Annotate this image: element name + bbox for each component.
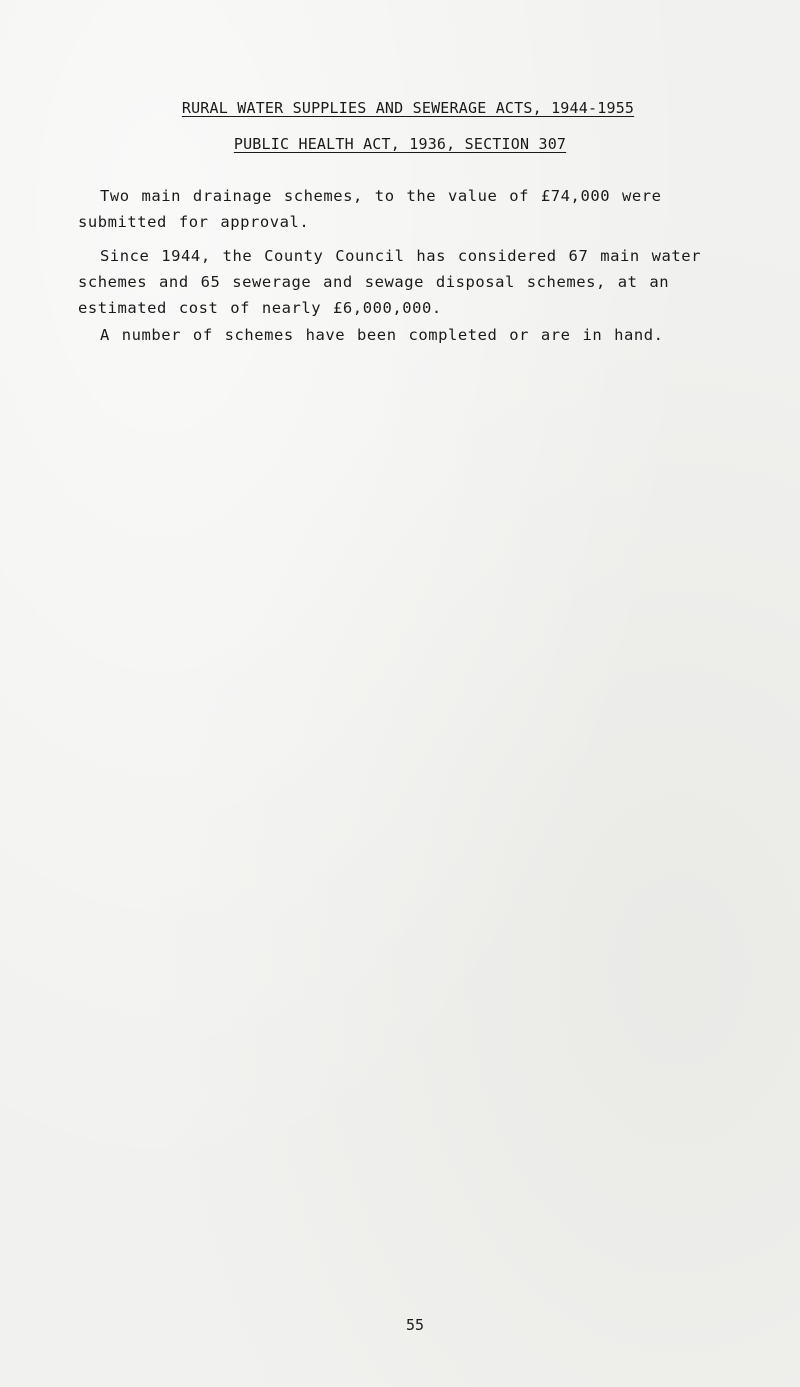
page-number: 55 xyxy=(405,1316,425,1334)
paragraph-text: Two main drainage schemes, to the value of £74,000 were submitted for approval. xyxy=(78,187,662,231)
title-line-1: RURAL WATER SUPPLIES AND SEWERAGE ACTS, 1944-1955 xyxy=(181,99,635,117)
paragraph-text: A number of schemes have been completed or are in hand. xyxy=(100,326,664,344)
paragraph-schemes-considered xyxy=(78,243,738,321)
paragraph-drainage-schemes xyxy=(78,183,738,235)
paragraph-text: Since 1944, the County Council has considered 67 main water schemes and 65 sewerage and sewage disposal schemes, at an estimated cost of nearly £6,000,000. xyxy=(78,247,702,317)
document-subtitle xyxy=(0,135,800,153)
paragraph-schemes-completed xyxy=(78,322,738,348)
document-title xyxy=(0,99,800,117)
title-line-2: PUBLIC HEALTH ACT, 1936, SECTION 307 xyxy=(233,135,567,153)
